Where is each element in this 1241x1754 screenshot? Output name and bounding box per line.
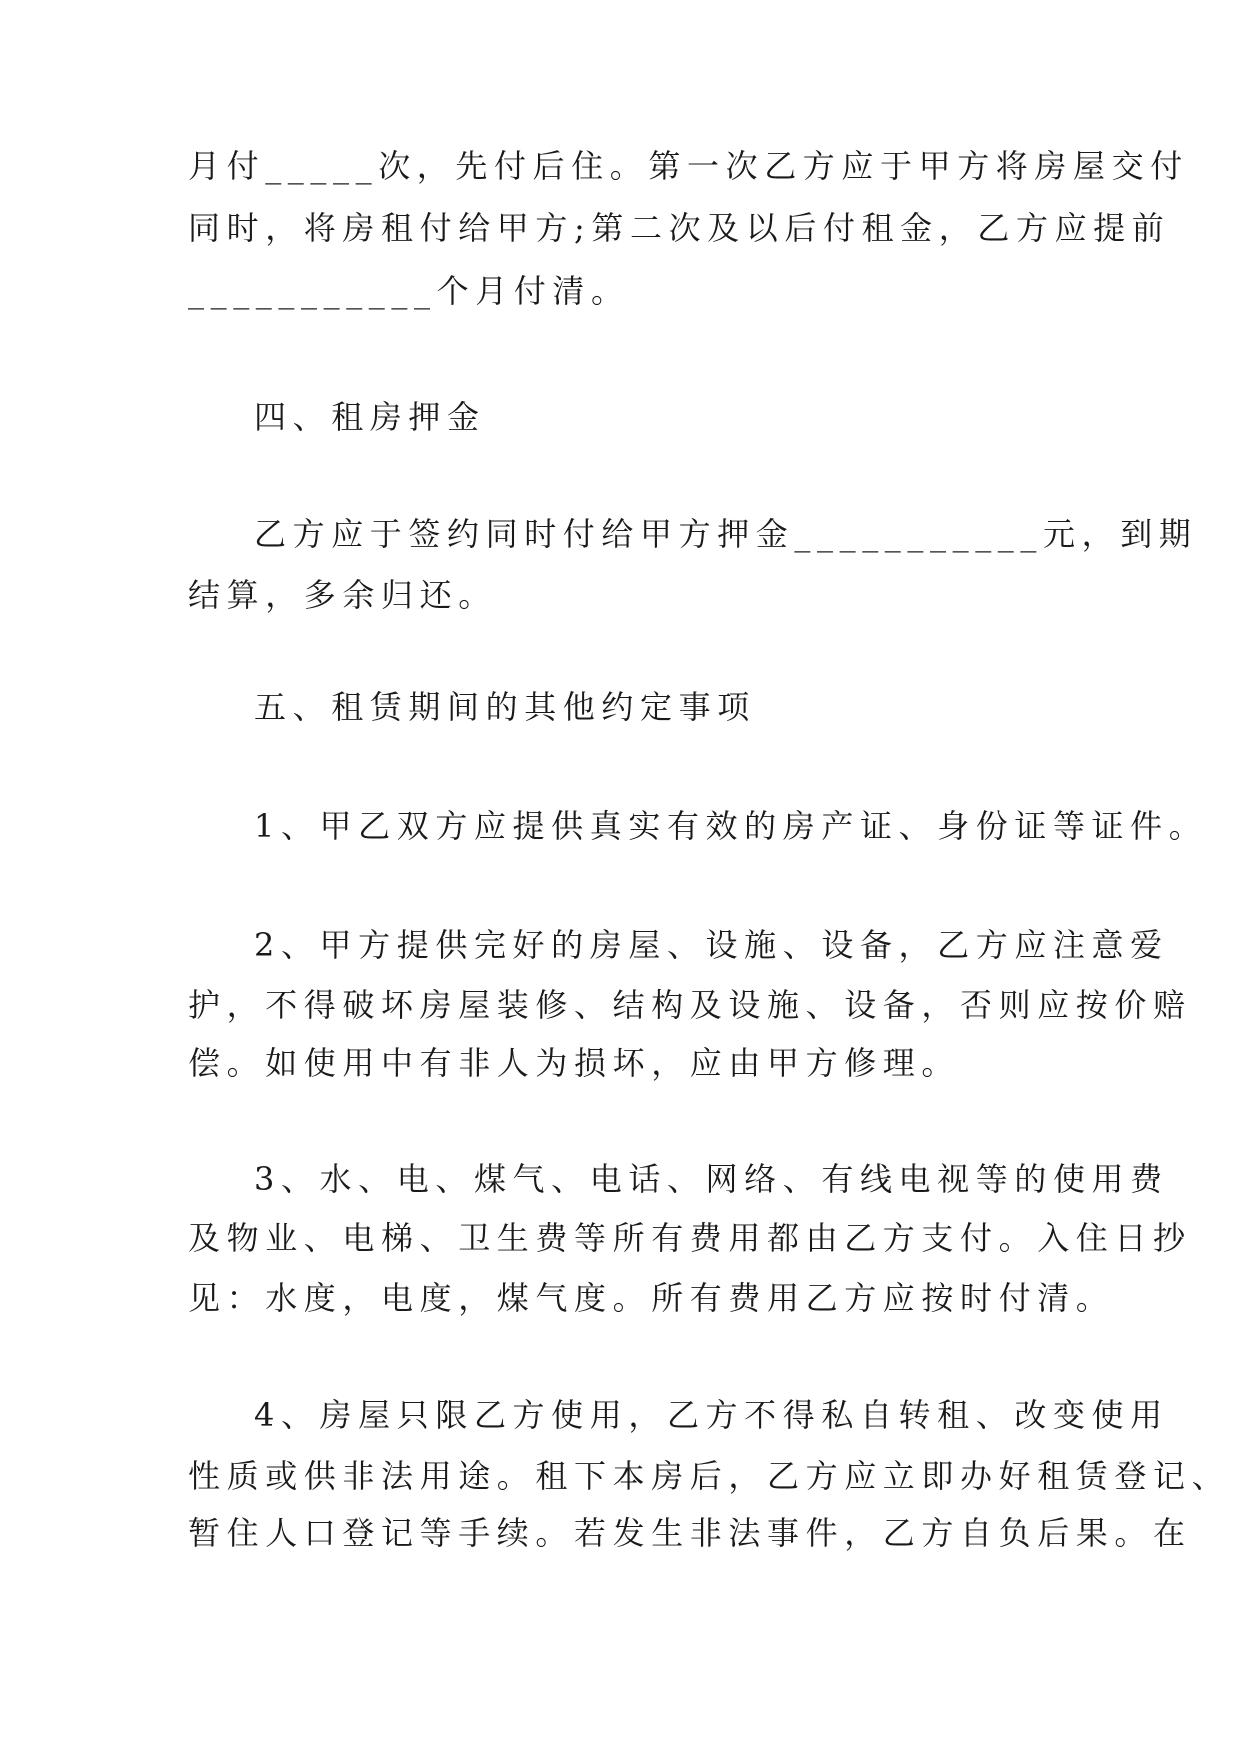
text-line: 2、甲方提供完好的房屋、设施、设备，乙方应注意爱	[254, 926, 1169, 964]
text-line: 同时，将房租付给甲方;第二次及以后付租金，乙方应提前	[188, 209, 1171, 247]
text-line: 护，不得破坏房屋装修、结构及设施、设备，否则应按价赔	[188, 986, 1192, 1024]
text-line: 4、房屋只限乙方使用，乙方不得私自转租、改变使用	[254, 1396, 1169, 1434]
text-line: 暂住人口登记等手续。若发生非法事件，乙方自负后果。在	[188, 1514, 1192, 1552]
text-line: ___________个月付清。	[188, 272, 630, 310]
text-line: 1、甲乙双方应提供真实有效的房产证、身份证等证件。	[254, 807, 1208, 845]
text-line: 3、水、电、煤气、电话、网络、有线电视等的使用费	[254, 1160, 1169, 1198]
text-line: 见：水度，电度，煤气度。所有费用乙方应按时付清。	[188, 1279, 1115, 1317]
text-line: 结算，多余归还。	[188, 576, 497, 614]
text-line: 及物业、电梯、卫生费等所有费用都由乙方支付。入住日抄	[188, 1219, 1192, 1257]
section-heading: 四、租房押金	[254, 398, 486, 436]
section-heading: 五、租赁期间的其他约定事项	[254, 688, 756, 726]
text-line: 月付_____次，先付后住。第一次乙方应于甲方将房屋交付	[188, 147, 1189, 185]
text-line: 性质或供非法用途。租下本房后，乙方应立即办好租赁登记、	[188, 1457, 1231, 1495]
text-line: 乙方应于签约同时付给甲方押金___________元，到期	[254, 515, 1198, 553]
text-line: 偿。如使用中有非人为损坏，应由甲方修理。	[188, 1044, 961, 1082]
